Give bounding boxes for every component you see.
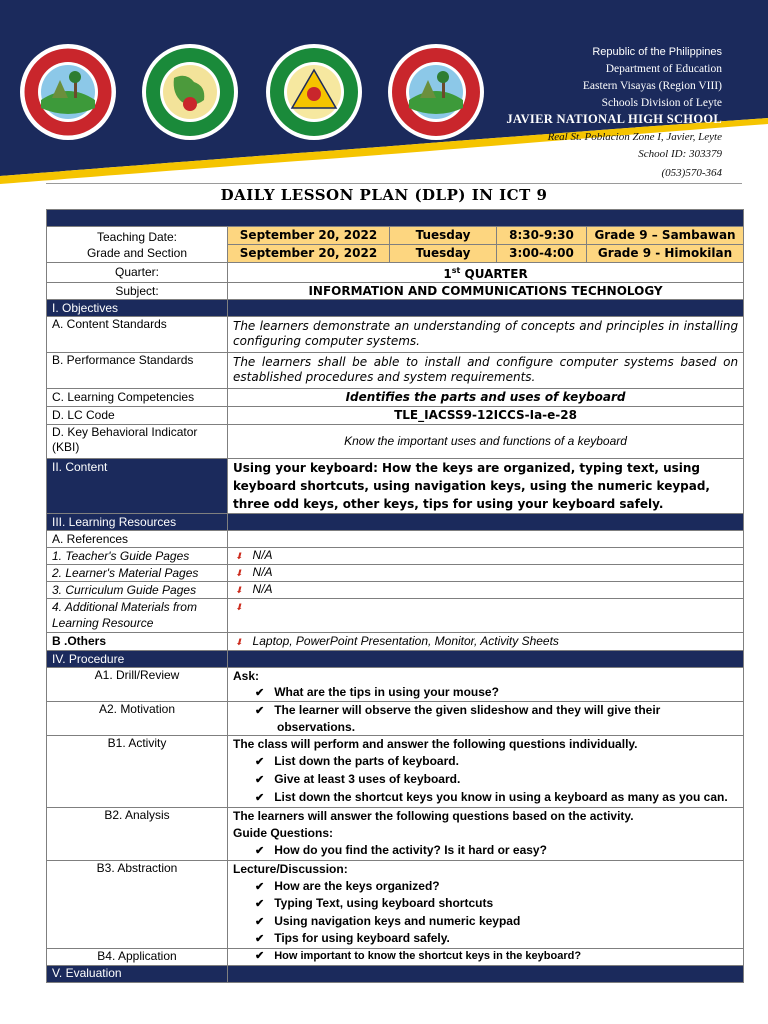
ask-label: Ask: [233, 669, 260, 683]
resource-value: N/A [252, 565, 273, 579]
down-arrow-bullet-icon [233, 548, 253, 562]
content-standards-label: A. Content Standards [47, 317, 228, 353]
down-arrow-bullet-icon [233, 565, 253, 579]
table-top-bar [47, 210, 744, 227]
activity-row [47, 736, 744, 808]
lc-code-value: TLE_IACSS9-12ICCS-Ia-e-28 [228, 407, 744, 425]
kbi-label: D. Key Behavioral Indicator (KBI) [47, 425, 228, 459]
resource-label: 1. Teacher's Guide Pages [47, 548, 228, 565]
resources-heading: III. Learning Resources [47, 514, 228, 531]
resource-value: N/A [252, 582, 273, 596]
schedule-date: September 20, 2022 [228, 227, 390, 245]
resource-row [47, 548, 744, 565]
activity-label: B1. Activity [47, 736, 228, 808]
abstraction-label: B3. Abstraction [47, 861, 228, 949]
quarter-value: 1st QUARTER [228, 263, 744, 283]
resources-heading-row [47, 514, 744, 531]
quarter-label: Quarter: [47, 263, 228, 283]
header-divider [46, 183, 742, 184]
subject-value: INFORMATION AND COMMUNICATIONS TECHNOLOGY [228, 283, 744, 300]
schedule-date: September 20, 2022 [228, 245, 390, 263]
objectives-heading-row [47, 300, 744, 317]
evaluation-heading-row [47, 965, 744, 982]
performance-standards-value: The learners shall be able to install and configure computer systems based on established procedures and system requirements. [228, 353, 744, 389]
application-label: B4. Application [47, 948, 228, 965]
grade-section-label: Grade and Section [86, 245, 188, 260]
performance-standards-label: B. Performance Standards [47, 353, 228, 389]
schedule-day: Tuesday [390, 227, 497, 245]
motivation-row [47, 702, 744, 736]
abstraction-intro: Lecture/Discussion: [233, 862, 348, 876]
analysis-label: B2. Analysis [47, 808, 228, 861]
resource-label: 2. Learner's Material Pages [47, 565, 228, 582]
lc-code-row [47, 407, 744, 425]
content-value: Using your keyboard: How the keys are organized, typing text, using keyboard shortcuts, using navigation keys, using the numeric keypad, three odd keys, other keys, tips for using your keyboard safely. [228, 459, 744, 514]
down-arrow-bullet-icon [233, 599, 253, 613]
list-item: ✔ List down the shortcut keys you know in using a keyboard as many as you can. [233, 789, 738, 807]
drill-review-label: A1. Drill/Review [47, 668, 228, 702]
list-item: ✔ How are the keys organized? [233, 878, 738, 896]
learning-competencies-row [47, 389, 744, 407]
schedule-time: 8:30-9:30 [497, 227, 587, 245]
guide-questions-label: Guide Questions: [233, 826, 334, 840]
learning-competencies-label: C. Learning Competencies [47, 389, 228, 407]
list-item: ✔ How important to know the shortcut keys in the keyboard? [233, 949, 738, 964]
evaluation-heading: V. Evaluation [47, 965, 228, 982]
deped-text: Department of Education [605, 63, 722, 75]
resource-value: N/A [252, 548, 273, 562]
schedule-row-1 [47, 227, 744, 245]
list-item: ✔ The learner will observe the given slideshow and they will give their observations. [233, 702, 738, 735]
list-item: ✔ Using navigation keys and numeric keypad [233, 913, 738, 931]
list-item: ✔ How do you find the activity? Is it hard or easy? [233, 842, 738, 860]
quarter-row [47, 263, 744, 283]
lesson-plan-table [46, 209, 744, 983]
subject-label: Subject: [47, 283, 228, 300]
down-arrow-bullet-icon [233, 582, 253, 596]
content-row [47, 459, 744, 514]
activity-intro: The class will perform and answer the following questions individually. [233, 737, 638, 751]
school-id: School ID: 303379 [638, 148, 722, 160]
resource-row [47, 582, 744, 599]
drill-review-row [47, 668, 744, 702]
resource-label: 3. Curriculum Guide Pages [47, 582, 228, 599]
content-heading: II. Content [47, 459, 228, 514]
schedule-section: Grade 9 – Sambawan [587, 227, 744, 245]
list-item: ✔ Give at least 3 uses of keyboard. [233, 771, 738, 789]
motivation-label: A2. Motivation [47, 702, 228, 736]
others-label: B .Others [47, 633, 228, 651]
learning-competencies-value: Identifies the parts and uses of keyboard [228, 389, 744, 407]
analysis-intro: The learners will answer the following questions based on the activity. [233, 809, 634, 823]
school-name: JAVIER NATIONAL HIGH SCHOOL [506, 112, 722, 126]
list-item: ✔ Tips for using keyboard safely. [233, 930, 738, 948]
schools-division-leyte-seal-icon [258, 42, 370, 142]
references-label: A. References [47, 531, 228, 548]
others-row [47, 633, 744, 651]
procedure-heading-row [47, 651, 744, 668]
javier-nhs-seal-2-icon [380, 42, 492, 142]
analysis-row [47, 808, 744, 861]
abstraction-row [47, 861, 744, 949]
content-standards-value: The learners demonstrate an understanding of concepts and principles in installing configuring computer systems. [228, 317, 744, 353]
resource-row [47, 599, 744, 633]
region-text: Eastern Visayas (Region VIII) [582, 80, 722, 92]
application-row [47, 948, 744, 965]
javier-nhs-seal-icon [12, 42, 124, 142]
page-title: DAILY LESSON PLAN (DLP) IN ICT 9 [220, 186, 548, 204]
resource-label: 4. Additional Materials from Learning Resource [47, 599, 228, 633]
list-item: ✔ What are the tips in using your mouse? [233, 684, 738, 701]
kbi-value: Know the important uses and functions of a keyboard [228, 425, 744, 459]
others-value: Laptop, PowerPoint Presentation, Monitor, Activity Sheets [252, 633, 559, 648]
division-text: Schools Division of Leyte [601, 97, 722, 109]
school-address: Real St. Poblacion Zone I, Javier, Leyte [547, 131, 722, 143]
schedule-time: 3:00-4:00 [497, 245, 587, 263]
school-phone: (053)570-364 [661, 167, 722, 179]
deped-region-viii-seal-icon [134, 42, 246, 142]
list-item: ✔ Typing Text, using keyboard shortcuts [233, 895, 738, 913]
performance-standards-row [47, 353, 744, 389]
schedule-day: Tuesday [390, 245, 497, 263]
content-standards-row [47, 317, 744, 353]
list-item: ✔ List down the parts of keyboard. [233, 753, 738, 771]
procedure-heading: IV. Procedure [47, 651, 228, 668]
resource-row [47, 565, 744, 582]
objectives-heading: I. Objectives [47, 300, 228, 317]
subject-row [47, 283, 744, 300]
school-header-text [506, 44, 722, 182]
kbi-row [47, 425, 744, 459]
references-row [47, 531, 744, 548]
republic-text: Republic of the Philippines [592, 46, 722, 58]
schedule-section: Grade 9 - Himokilan [587, 245, 744, 263]
teaching-date-label: Teaching Date: [96, 229, 178, 244]
lc-code-label: D. LC Code [47, 407, 228, 425]
down-arrow-bullet-icon [233, 634, 253, 648]
header-banner [0, 0, 768, 190]
